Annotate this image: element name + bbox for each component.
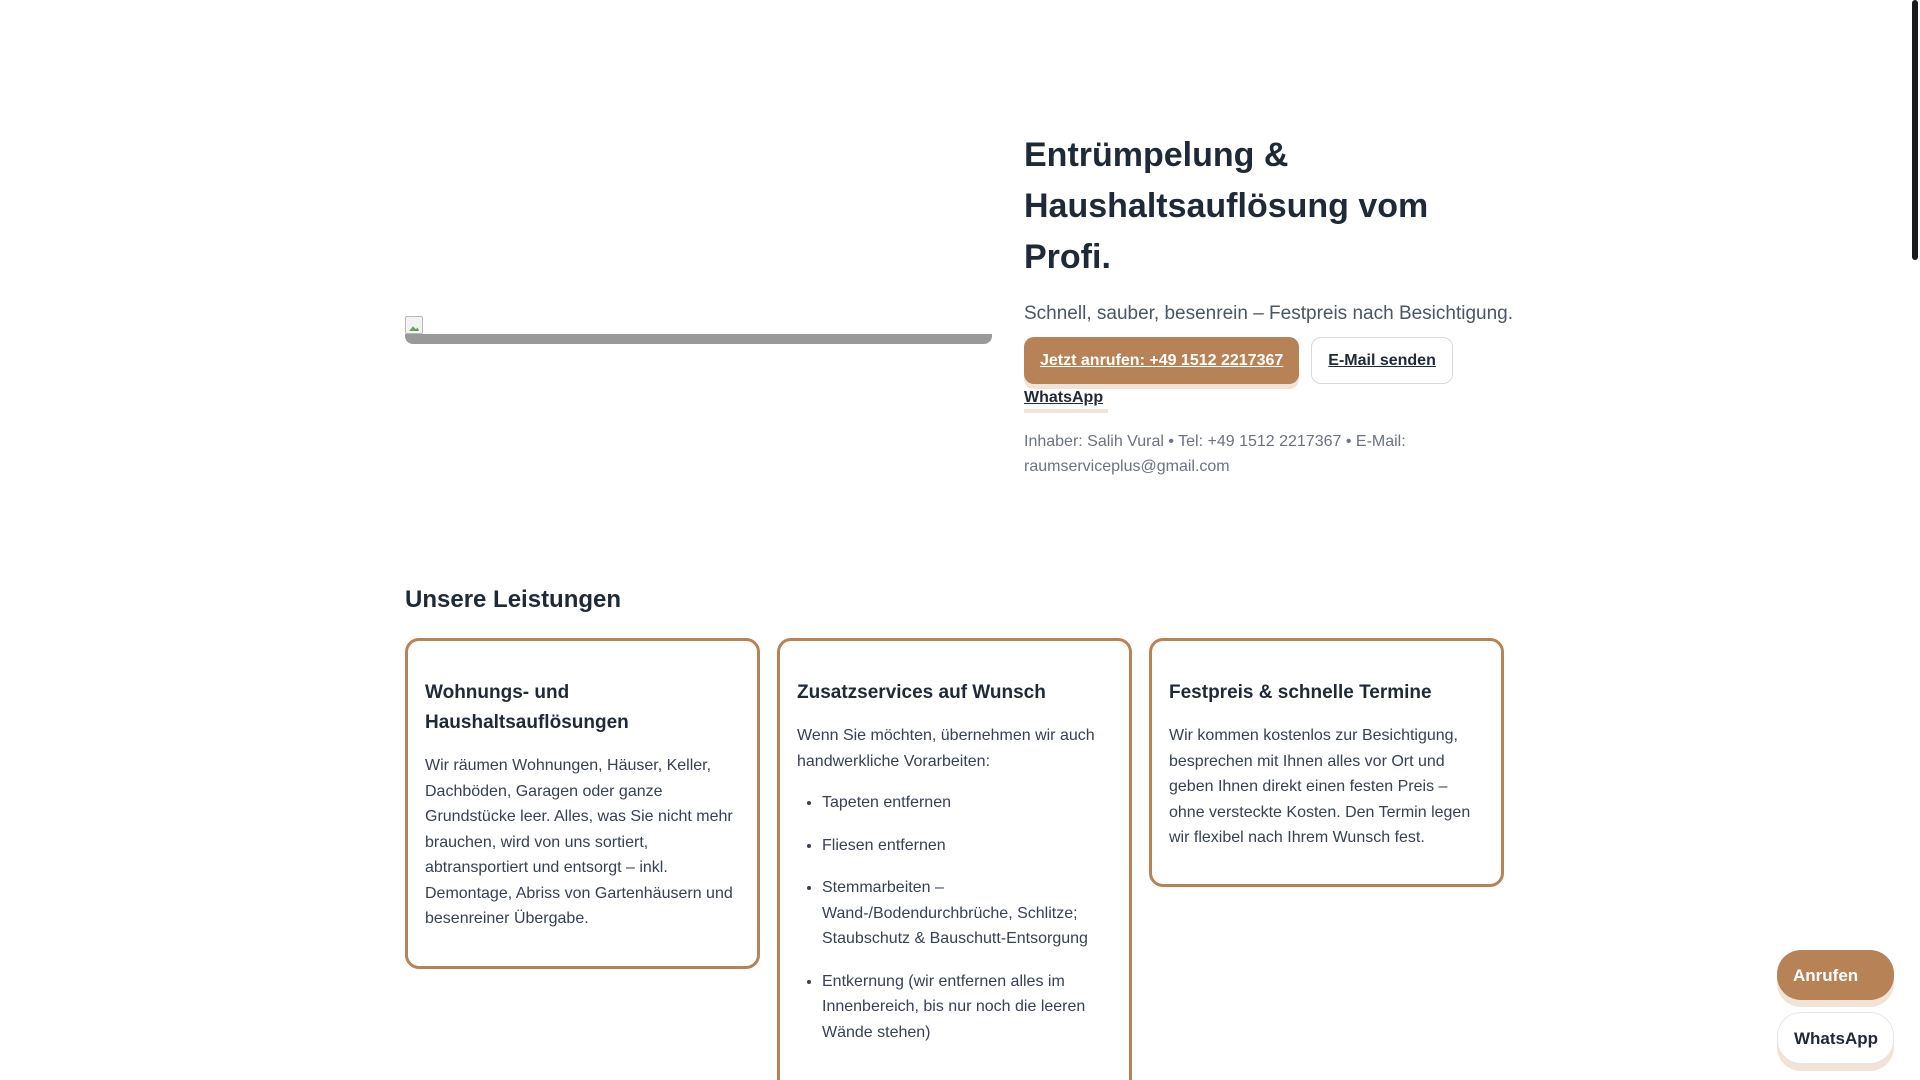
hero-subtitle: Schnell, sauber, besenrein – Festpreis nach Besichtigung. [1024, 303, 1514, 324]
card-title: Zusatzservices auf Wunsch [797, 682, 1046, 703]
owner-info: Inhaber: Salih Vural • Tel: +49 1512 2217367 • E-Mail: raumserviceplus@gmail.com [1024, 433, 1406, 475]
service-card-household [405, 638, 760, 969]
list-item: • Tapeten entfernen [822, 790, 1111, 816]
send-email-button[interactable]: E-Mail senden [1311, 337, 1453, 384]
scrollbar-thumb[interactable] [1912, 0, 1918, 260]
card-text: Wenn Sie möchten, übernehmen wir auch handwerkliche Vorarbeiten: [797, 727, 1095, 770]
call-now-button[interactable]: Jetzt anrufen: +49 1512 2217367 [1024, 337, 1299, 384]
card-title: Festpreis & schnelle Termine [1169, 682, 1432, 703]
floating-call-button[interactable]: Anrufen [1777, 950, 1894, 1000]
services-title: Unsere Leistungen [405, 586, 622, 613]
list-item: • Stemmarbeiten – Wand-/Bodendurchbrüche, Schlitze; Staubschutz & Bauschutt-Entsorgung [822, 875, 1111, 952]
hero-image [405, 316, 992, 344]
scrollbar[interactable] [1908, 0, 1920, 1080]
list-item: • Entkernung (wir entfernen alles im Innenbereich, bis nur noch die leeren Wände stehen) [822, 969, 1111, 1046]
service-card-extras [777, 638, 1132, 1080]
whatsapp-link[interactable]: WhatsApp [1024, 387, 1108, 413]
card-text: Wir kommen kostenlos zur Besichtigung, besprechen mit Ihnen alles vor Ort und geben Ihnen direkt einen festen Preis – ohne versteckte Kosten. Den Termin legen wir flexibel nach Ihrem Wunsch fest. [1169, 727, 1471, 846]
cta-row [1024, 337, 1524, 384]
card-title: Wohnungs- und Haushaltsauflösungen [425, 682, 629, 733]
hero-title: Entrümpelung & Haushaltsauflösung vom Profi. [1024, 136, 1429, 276]
broken-image-icon [405, 316, 423, 334]
hero-section [1024, 130, 1524, 479]
hero-image-frame [405, 334, 992, 344]
list-item: • Fliesen entfernen [822, 833, 1111, 859]
card-text: Wir räumen Wohnungen, Häuser, Keller, Dachböden, Garagen oder ganze Grundstücke leer. Alles, was Sie nicht mehr brauchen, wird von uns sortiert, abtransportiert und entsorgt – inkl. Demontage, Abriss von Gartenhäusern und besenreiner Übergabe. [425, 757, 733, 927]
service-card-fixed-price [1149, 638, 1504, 887]
extras-list [797, 790, 1111, 1045]
floating-whatsapp-button[interactable]: WhatsApp [1777, 1012, 1894, 1064]
